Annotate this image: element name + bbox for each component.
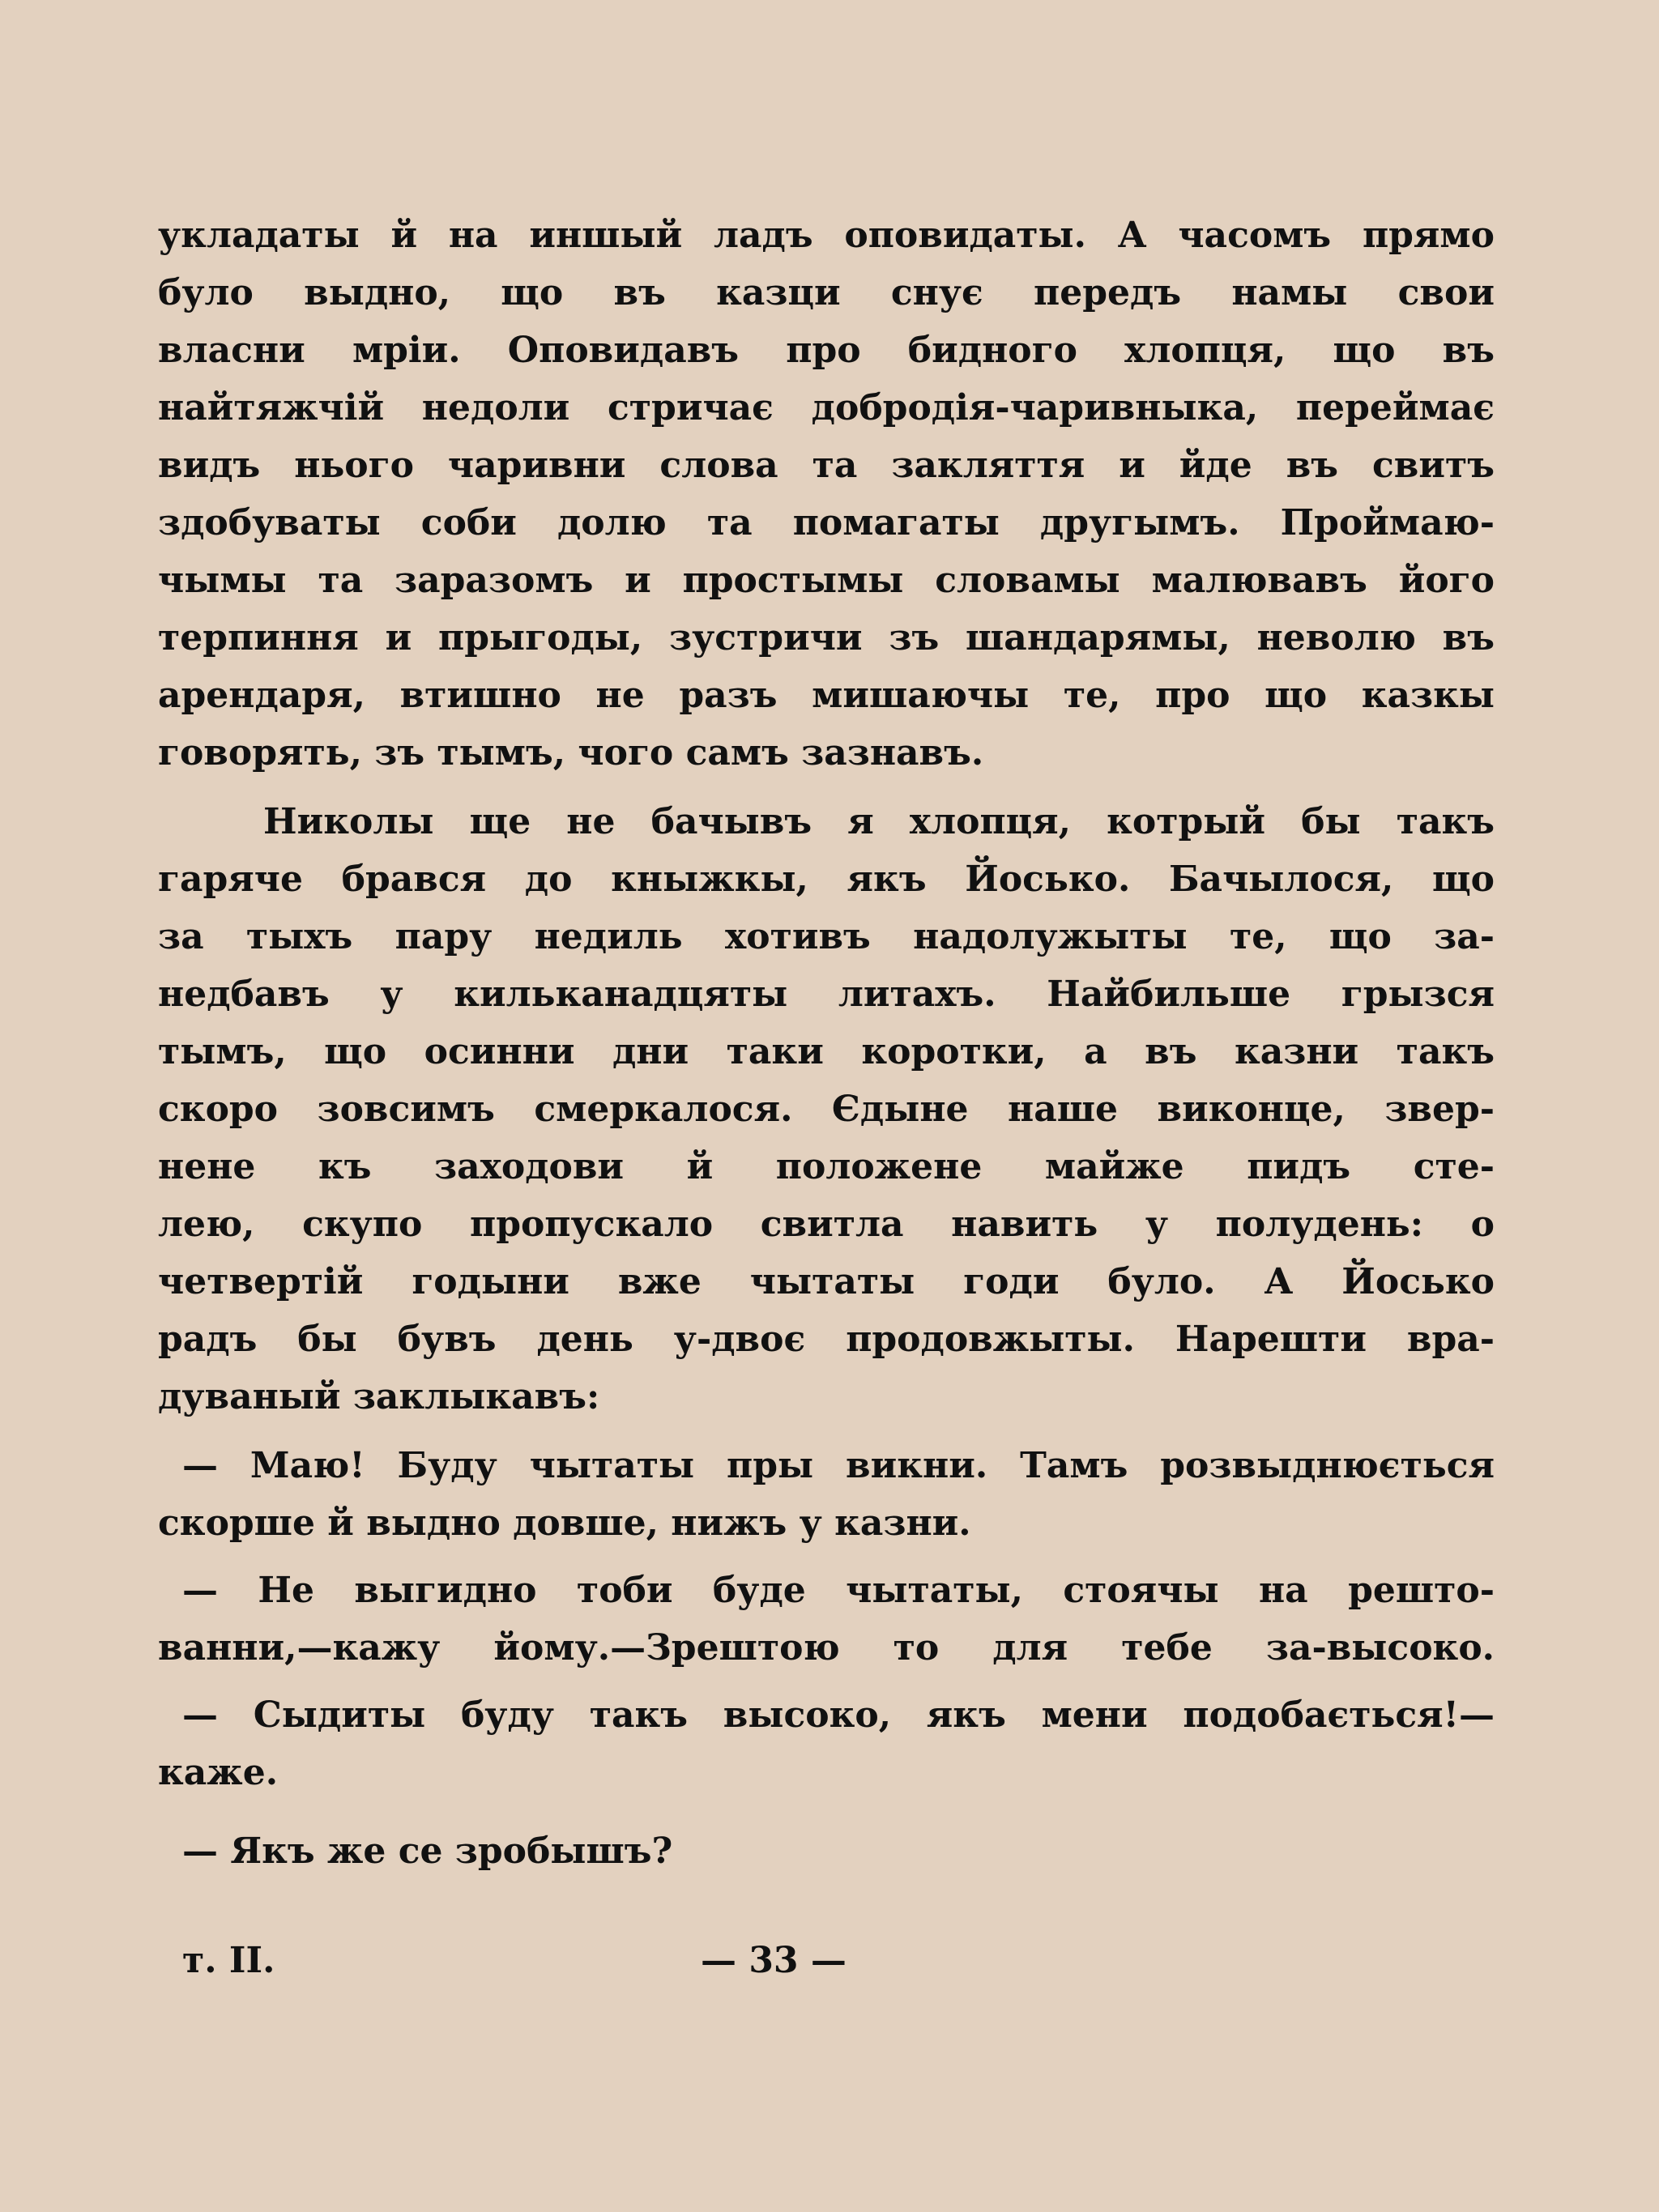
paragraph	[158, 1686, 1495, 1801]
text-line: гаряче брався до кныжкы, якъ Йосько. Бачылося, що	[158, 859, 1495, 900]
text-line: ванни,—кажу йому.—Зрештою то для тебе за-высоко.	[158, 1627, 1495, 1669]
text-line: лею, скупо пропускало свитла навить у полудень: о	[158, 1204, 1495, 1245]
text-line: терпиння и прыгоды, зустричи зъ шандарямы, неволю въ	[158, 617, 1495, 658]
text-line: — Не выгидно тоби буде чытаты, стоячы на решто-	[182, 1570, 1495, 1611]
page-body	[158, 207, 1495, 1880]
text-line: тымъ, що осинни дни таки коротки, а въ казни такъ	[158, 1031, 1495, 1072]
text-line: Николы ще не бачывъ я хлопця, котрый бы такъ	[263, 801, 1495, 842]
text-line: недбавъ у кильканадцяты литахъ. Найбильше грызся	[158, 974, 1495, 1015]
paragraph	[158, 1562, 1495, 1677]
text-line: за тыхъ пару недиль хотивъ надолужыты те, що за-	[158, 916, 1495, 957]
text-line: говорять, зъ тымъ, чого самъ зазнавъ.	[158, 732, 984, 774]
text-line: видъ нього чаривни слова та закляття и йде въ свитъ	[158, 445, 1495, 486]
text-line: укладаты й на иншый ладъ оповидаты. А часомъ прямо	[158, 215, 1495, 256]
page-footer	[158, 1933, 1495, 1989]
text-line: — Якъ же се зробышъ?	[182, 1831, 673, 1872]
text-line: нене къ заходови й положене майже пидъ сте-	[158, 1146, 1495, 1187]
paragraph	[158, 1437, 1495, 1552]
text-line: власни мріи. Оповидавъ про бидного хлопця, що въ	[158, 330, 1495, 371]
text-line: — Маю! Буду чытаты пры викни. Тамъ розвыднюється	[182, 1445, 1495, 1486]
text-line: каже.	[158, 1752, 279, 1793]
text-line: скорше й выдно довше, нижъ у казни.	[158, 1502, 971, 1544]
paragraph	[158, 793, 1495, 1426]
text-line: чымы та заразомъ и простымы словамы малювавъ його	[158, 560, 1495, 601]
text-line: здобуваты соби долю та помагаты другымъ. Проймаю-	[158, 502, 1495, 543]
text-line: найтяжчій недоли стричає добродія-чаривныка, переймає	[158, 387, 1495, 428]
text-line: скоро зовсимъ смеркалося. Єдыне наше виконце, звер-	[158, 1089, 1495, 1130]
text-line: дуваный заклыкавъ:	[158, 1376, 600, 1417]
text-line: — Сыдиты буду такъ высоко, якъ мени подобається!—	[182, 1694, 1495, 1736]
page-number: — 33 —	[701, 1940, 847, 1981]
text-line: було выдно, що въ казци снує передъ намы свои	[158, 272, 1495, 313]
text-line: арендаря, втишно не разъ мишаючы те, про що казкы	[158, 675, 1495, 716]
text-line: радъ бы бувъ день у-двоє продовжыты. Нарешти вра-	[158, 1319, 1495, 1360]
text-line: четвертій годыни вже чытаты годи було. А Йосько	[158, 1261, 1495, 1302]
paragraph	[158, 1822, 1495, 1880]
signature-mark: т. II.	[182, 1940, 275, 1981]
paragraph	[158, 207, 1495, 782]
